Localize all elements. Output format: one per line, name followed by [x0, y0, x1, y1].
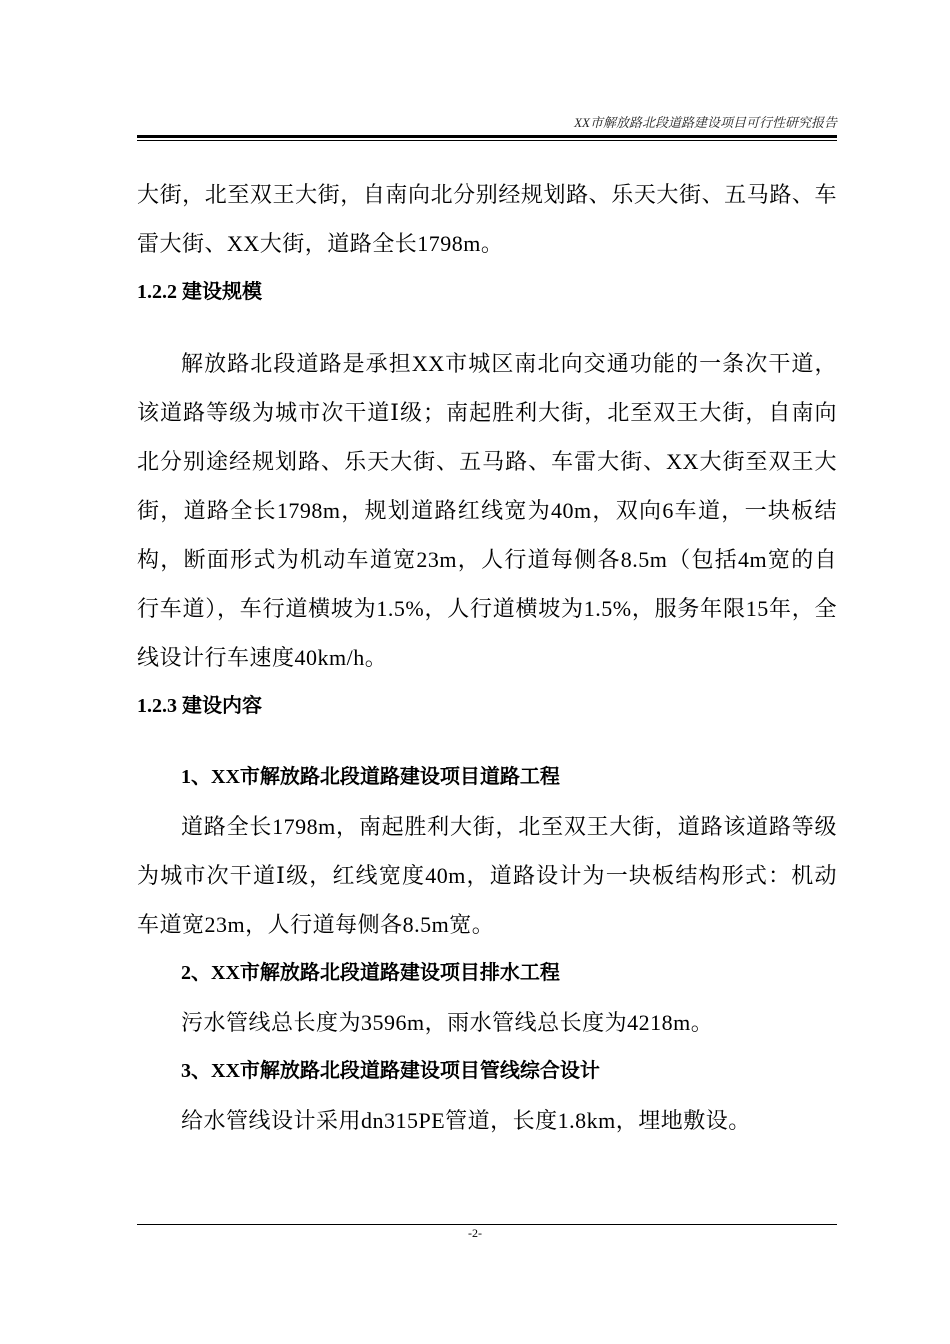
running-header-title: XX市解放路北段道路建设项目可行性研究报告: [574, 115, 837, 130]
item-heading-pipeline-design: 3、XX市解放路北段道路建设项目管线综合设计: [181, 1060, 600, 1082]
header-rule-thick: [137, 135, 837, 138]
paragraph-road-works: 道路全长1798m，南起胜利大街，北至双王大街，道路该道路等级为城市次干道Ⅰ级，红线宽度40m，道路设计为一块板结构形式：机动车道宽23m，人行道每侧各8.5m宽。: [137, 814, 837, 937]
paragraph-construction-scale: 解放路北段道路是承担XX市城区南北向交通功能的一条次干道，该道路等级为城市次干道Ⅰ级；南起胜利大街，北至双王大街，自南向北分别途经规划路、乐天大街、五马路、车雷大街、XX大街至双王大街，道路全长1798m，规划道路红线宽为40m，双向6车道，一块板结构，断面形式为机动车道宽23m，人行道每侧各8.5m（包括4m宽的自行车道），车行道横坡为1.5%，人行道横坡为1.5%，服务年限15年，全线设计行车速度40km/h。: [137, 351, 837, 670]
spacer: [137, 317, 837, 339]
item-heading-road-works: 1、XX市解放路北段道路建设项目道路工程: [181, 766, 560, 788]
section-heading-construction-content: 1.2.3 建设内容: [137, 695, 262, 717]
page-number: -2-: [468, 1226, 482, 1240]
paragraph-drainage-works: 污水管线总长度为3596m，雨水管线总长度为4218m。: [181, 1010, 714, 1035]
section-heading-construction-scale: 1.2.2 建设规模: [137, 281, 262, 303]
page-body: [137, 170, 837, 1145]
spacer: [137, 731, 837, 753]
paragraph-continued: 大街，北至双王大街，自南向北分别经规划路、乐天大街、五马路、车雷大街、XX大街，道路全长1798m。: [137, 182, 837, 256]
header-rule-thin: [137, 140, 837, 141]
paragraph-pipeline-design: 给水管线设计采用dn315PE管道，长度1.8km，埋地敷设。: [181, 1108, 751, 1133]
footer-rule: [137, 1224, 837, 1225]
item-heading-drainage-works: 2、XX市解放路北段道路建设项目排水工程: [181, 962, 560, 984]
